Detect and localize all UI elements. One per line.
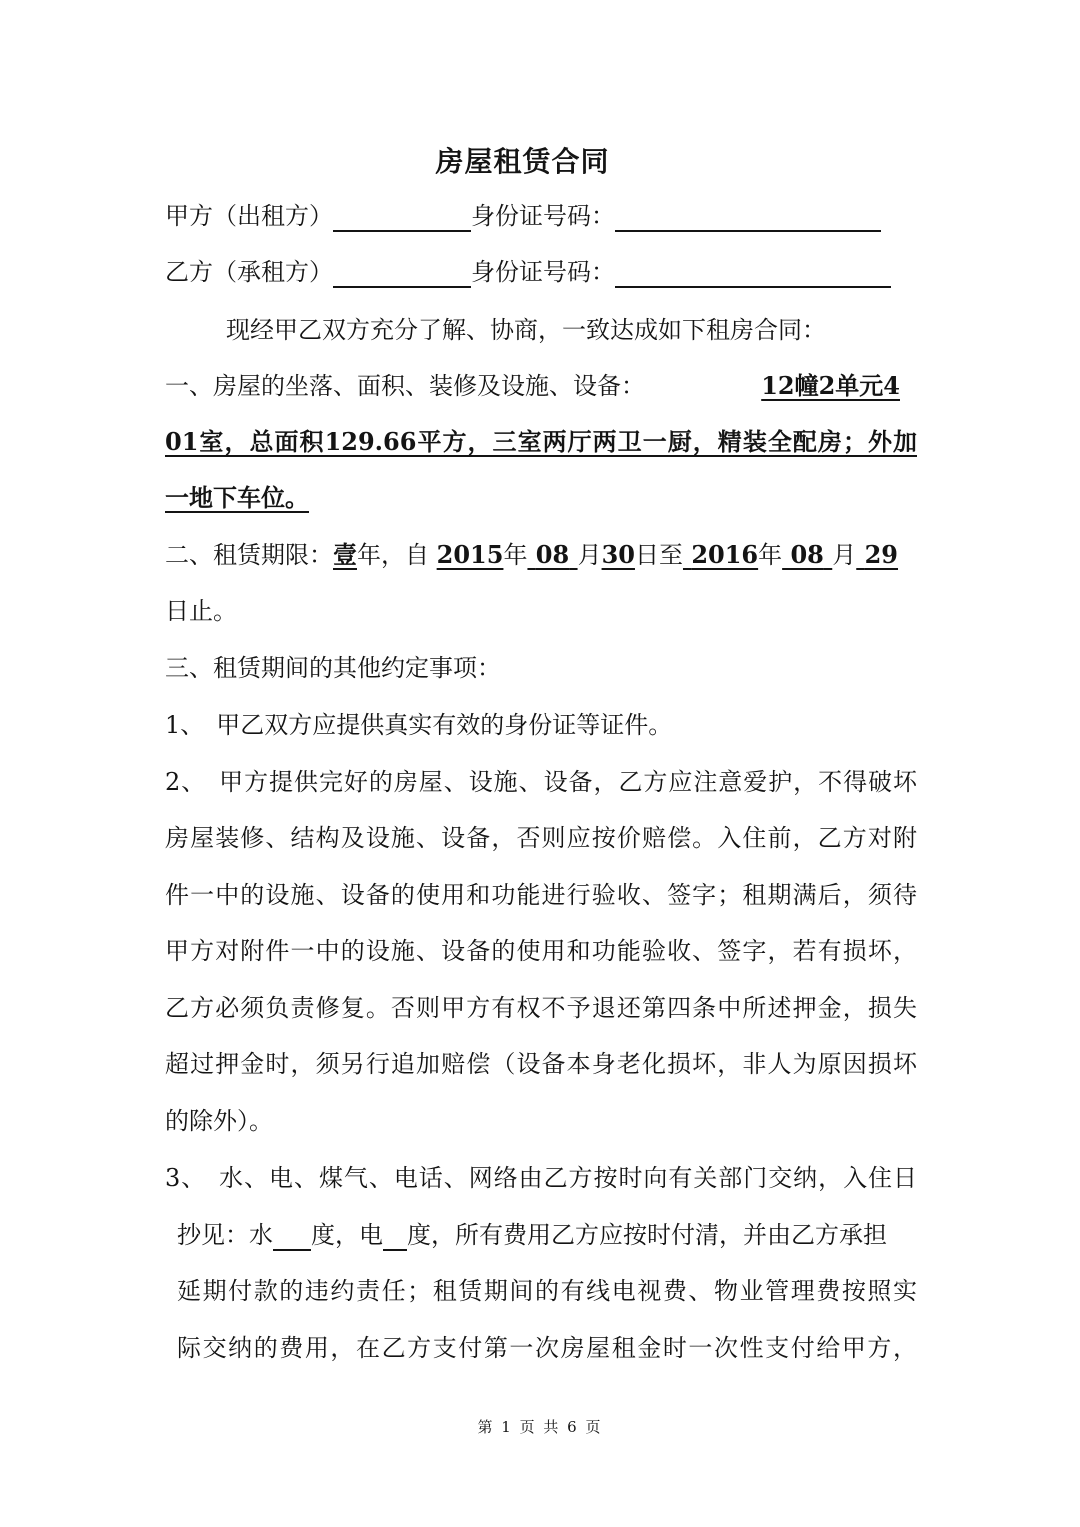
section2-line1 <box>165 539 917 571</box>
end-month: 08 <box>790 540 824 569</box>
section3-item2-line2: 房屋装修、结构及设施、设备，否则应按价赔偿。入住前，乙方对附 <box>165 824 917 852</box>
section2-text-ri-zhi: 日至 <box>634 541 683 569</box>
page-footer: 第 1 页 共 6 页 <box>477 1418 603 1436</box>
party-b-line <box>165 256 917 288</box>
start-year: 2015 <box>436 540 504 569</box>
section3-item2-line7: 的除外）。 <box>165 1107 273 1135</box>
water-reading-blank <box>273 1221 311 1251</box>
section1-address-part3: 一地下车位。 <box>165 483 309 512</box>
section3-item1: 1、 甲乙双方应提供真实有效的身份证等证件。 <box>165 711 673 739</box>
party-b-id-label: 身份证号码： <box>471 258 615 286</box>
section3-item3-line3: 延期付款的违约责任；租赁期间的有线电视费、物业管理费按照实 <box>177 1277 917 1305</box>
section2-text-nian-zi: 年，自 <box>357 541 429 569</box>
section2-text-nian2: 年 <box>758 541 783 569</box>
section3-item3-line4: 际交纳的费用，在乙方支付第一次房屋租金时一次性支付给甲方， <box>177 1334 917 1362</box>
section3-heading: 三、租赁期间的其他约定事项： <box>165 654 501 682</box>
party-b-label: 乙方（承租方） <box>165 258 333 286</box>
section2-text-nian: 年 <box>503 541 528 569</box>
section3-item2-line1: 2、 甲方提供完好的房屋、设施、设备，乙方应注意爱护，不得破坏 <box>165 768 917 796</box>
section2-line2: 日止。 <box>165 597 237 625</box>
section1-line2: 01室，总面积129.66平方，三室两厅两卫一厨，精装全配房；外加 <box>165 427 917 456</box>
section1-label: 一、房屋的坐落、面积、装修及设施、设备： <box>165 372 645 400</box>
start-month: 08 <box>535 540 570 569</box>
section3-item2-line4: 甲方对附件一中的设施、设备的使用和功能验收、签字，若有损坏， <box>165 937 917 965</box>
party-a-id-blank <box>615 202 881 232</box>
electric-reading-blank <box>383 1221 407 1251</box>
section1-line1 <box>165 370 917 402</box>
water-reading-label: 抄见：水 <box>177 1221 273 1249</box>
party-b-name-blank <box>333 258 471 288</box>
section3-item2-line6: 超过押金时，须另行追加赔偿（设备本身老化损坏，非人为原因损坏 <box>165 1050 917 1078</box>
section1-line3 <box>165 482 917 514</box>
document-title: 房屋租赁合同 <box>435 145 610 178</box>
end-day: 29 <box>864 540 899 569</box>
section3-item3-line2-tail: 度，所有费用乙方应按时付清，并由乙方承担 <box>407 1221 887 1249</box>
party-b-id-blank <box>615 258 891 288</box>
section2-text-yue: 月 <box>577 541 602 569</box>
section2-text-yue2: 月 <box>832 541 857 569</box>
party-a-name-blank <box>333 202 471 232</box>
party-a-label: 甲方（出租方） <box>165 202 333 230</box>
electric-reading-label: 度，电 <box>311 1221 383 1249</box>
end-year: 2016 <box>691 540 759 569</box>
section2-label: 二、租赁期限： <box>165 541 333 569</box>
section3-item2-line3: 件一中的设施、设备的使用和功能进行验收、签字；租期满后，须待 <box>165 881 917 909</box>
section3-item2-line5: 乙方必须负责修复。否则甲方有权不予退还第四条中所述押金，损失 <box>165 994 917 1022</box>
start-day: 30 <box>601 540 635 569</box>
party-a-line <box>165 200 917 232</box>
section1-address-part1: 12幢2单元4 <box>761 371 900 400</box>
section3-item3-line2 <box>177 1219 917 1251</box>
section3-item3-line1: 3、 水、电、煤气、电话、网络由乙方按时向有关部门交纳，入住日 <box>165 1164 917 1192</box>
party-a-id-label: 身份证号码： <box>471 202 615 230</box>
lease-duration: 壹 <box>333 540 357 569</box>
intro-paragraph: 现经甲乙双方充分了解、协商，一致达成如下租房合同： <box>226 316 826 344</box>
